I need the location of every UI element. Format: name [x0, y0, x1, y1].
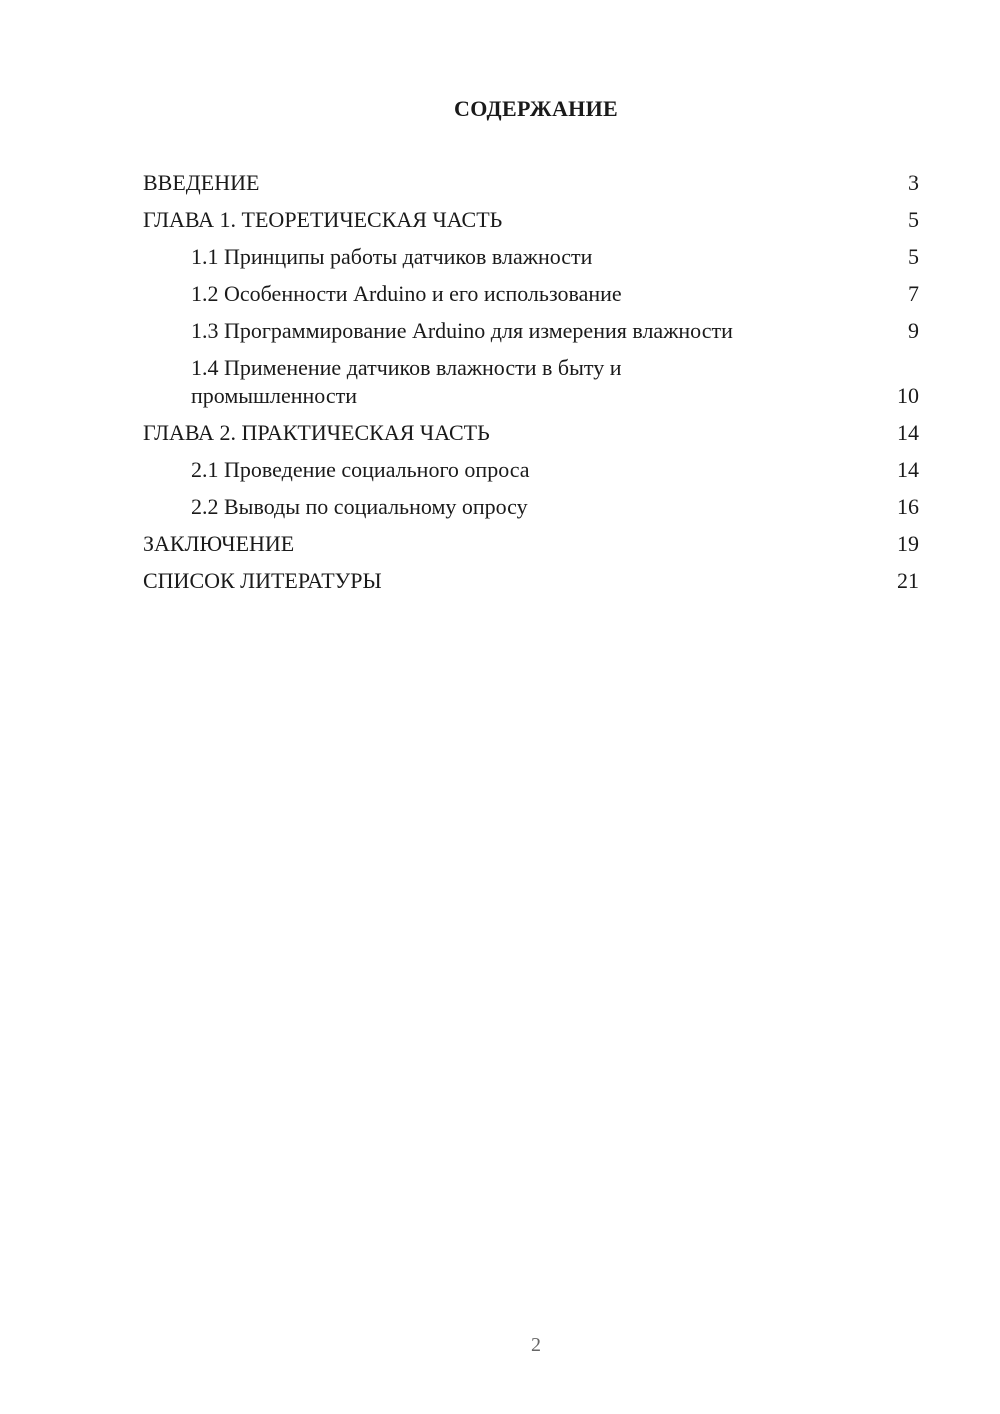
- toc-entry-page: 7: [908, 281, 919, 306]
- toc-entry-section-1-1[interactable]: [143, 243, 919, 271]
- toc-entry-section-1-3[interactable]: [143, 317, 919, 345]
- toc-entry-page: 19: [897, 531, 919, 556]
- toc-entry-chapter-2[interactable]: [143, 419, 919, 447]
- toc-entry-label: 1.1 Принципы работы датчиков влажности: [191, 244, 593, 269]
- toc-entry-page: 16: [897, 494, 919, 519]
- toc-entry-label: 1.3 Программирование Arduino для измерения влажности: [191, 318, 733, 343]
- toc-entry-label: 1.4 Применение датчиков влажности в быту и промышленности: [191, 355, 622, 408]
- toc-entry-chapter-1[interactable]: [143, 206, 919, 234]
- toc-entry-label: ГЛАВА 2. ПРАКТИЧЕСКАЯ ЧАСТЬ: [143, 420, 490, 445]
- toc-entry-label: 1.2 Особенности Arduino и его использование: [191, 281, 622, 306]
- toc-entry-label: ЗАКЛЮЧЕНИЕ: [143, 531, 295, 556]
- toc-entry-page: 14: [897, 457, 919, 482]
- toc-entry-label: ВВЕДЕНИЕ: [143, 170, 260, 195]
- toc-entry-page: 9: [908, 318, 919, 343]
- toc-entry-page: 10: [897, 383, 919, 408]
- toc-entry-section-2-2[interactable]: [143, 493, 919, 521]
- page-title: СОДЕРЖАНИЕ: [454, 96, 618, 121]
- table-of-contents: [143, 169, 919, 604]
- toc-entry-page: 14: [897, 420, 919, 445]
- toc-entry-label: СПИСОК ЛИТЕРАТУРЫ: [143, 568, 382, 593]
- toc-entry-label: 2.1 Проведение социального опроса: [191, 457, 530, 482]
- toc-entry-page: 21: [897, 568, 919, 593]
- toc-entry-section-2-1[interactable]: [143, 456, 919, 484]
- toc-entry-references[interactable]: [143, 567, 919, 595]
- toc-entry-page: 5: [908, 207, 919, 232]
- toc-entry-page: 3: [908, 170, 919, 195]
- toc-entry-label: 2.2 Выводы по социальному опросу: [191, 494, 528, 519]
- toc-entry-conclusion[interactable]: [143, 530, 919, 558]
- toc-entry-page: 5: [908, 244, 919, 269]
- page-number: 2: [531, 1334, 541, 1356]
- toc-entry-section-1-2[interactable]: [143, 280, 919, 308]
- toc-entry-label: ГЛАВА 1. ТЕОРЕТИЧЕСКАЯ ЧАСТЬ: [143, 207, 503, 232]
- toc-entry-section-1-4[interactable]: [143, 354, 919, 410]
- toc-entry-introduction[interactable]: [143, 169, 919, 197]
